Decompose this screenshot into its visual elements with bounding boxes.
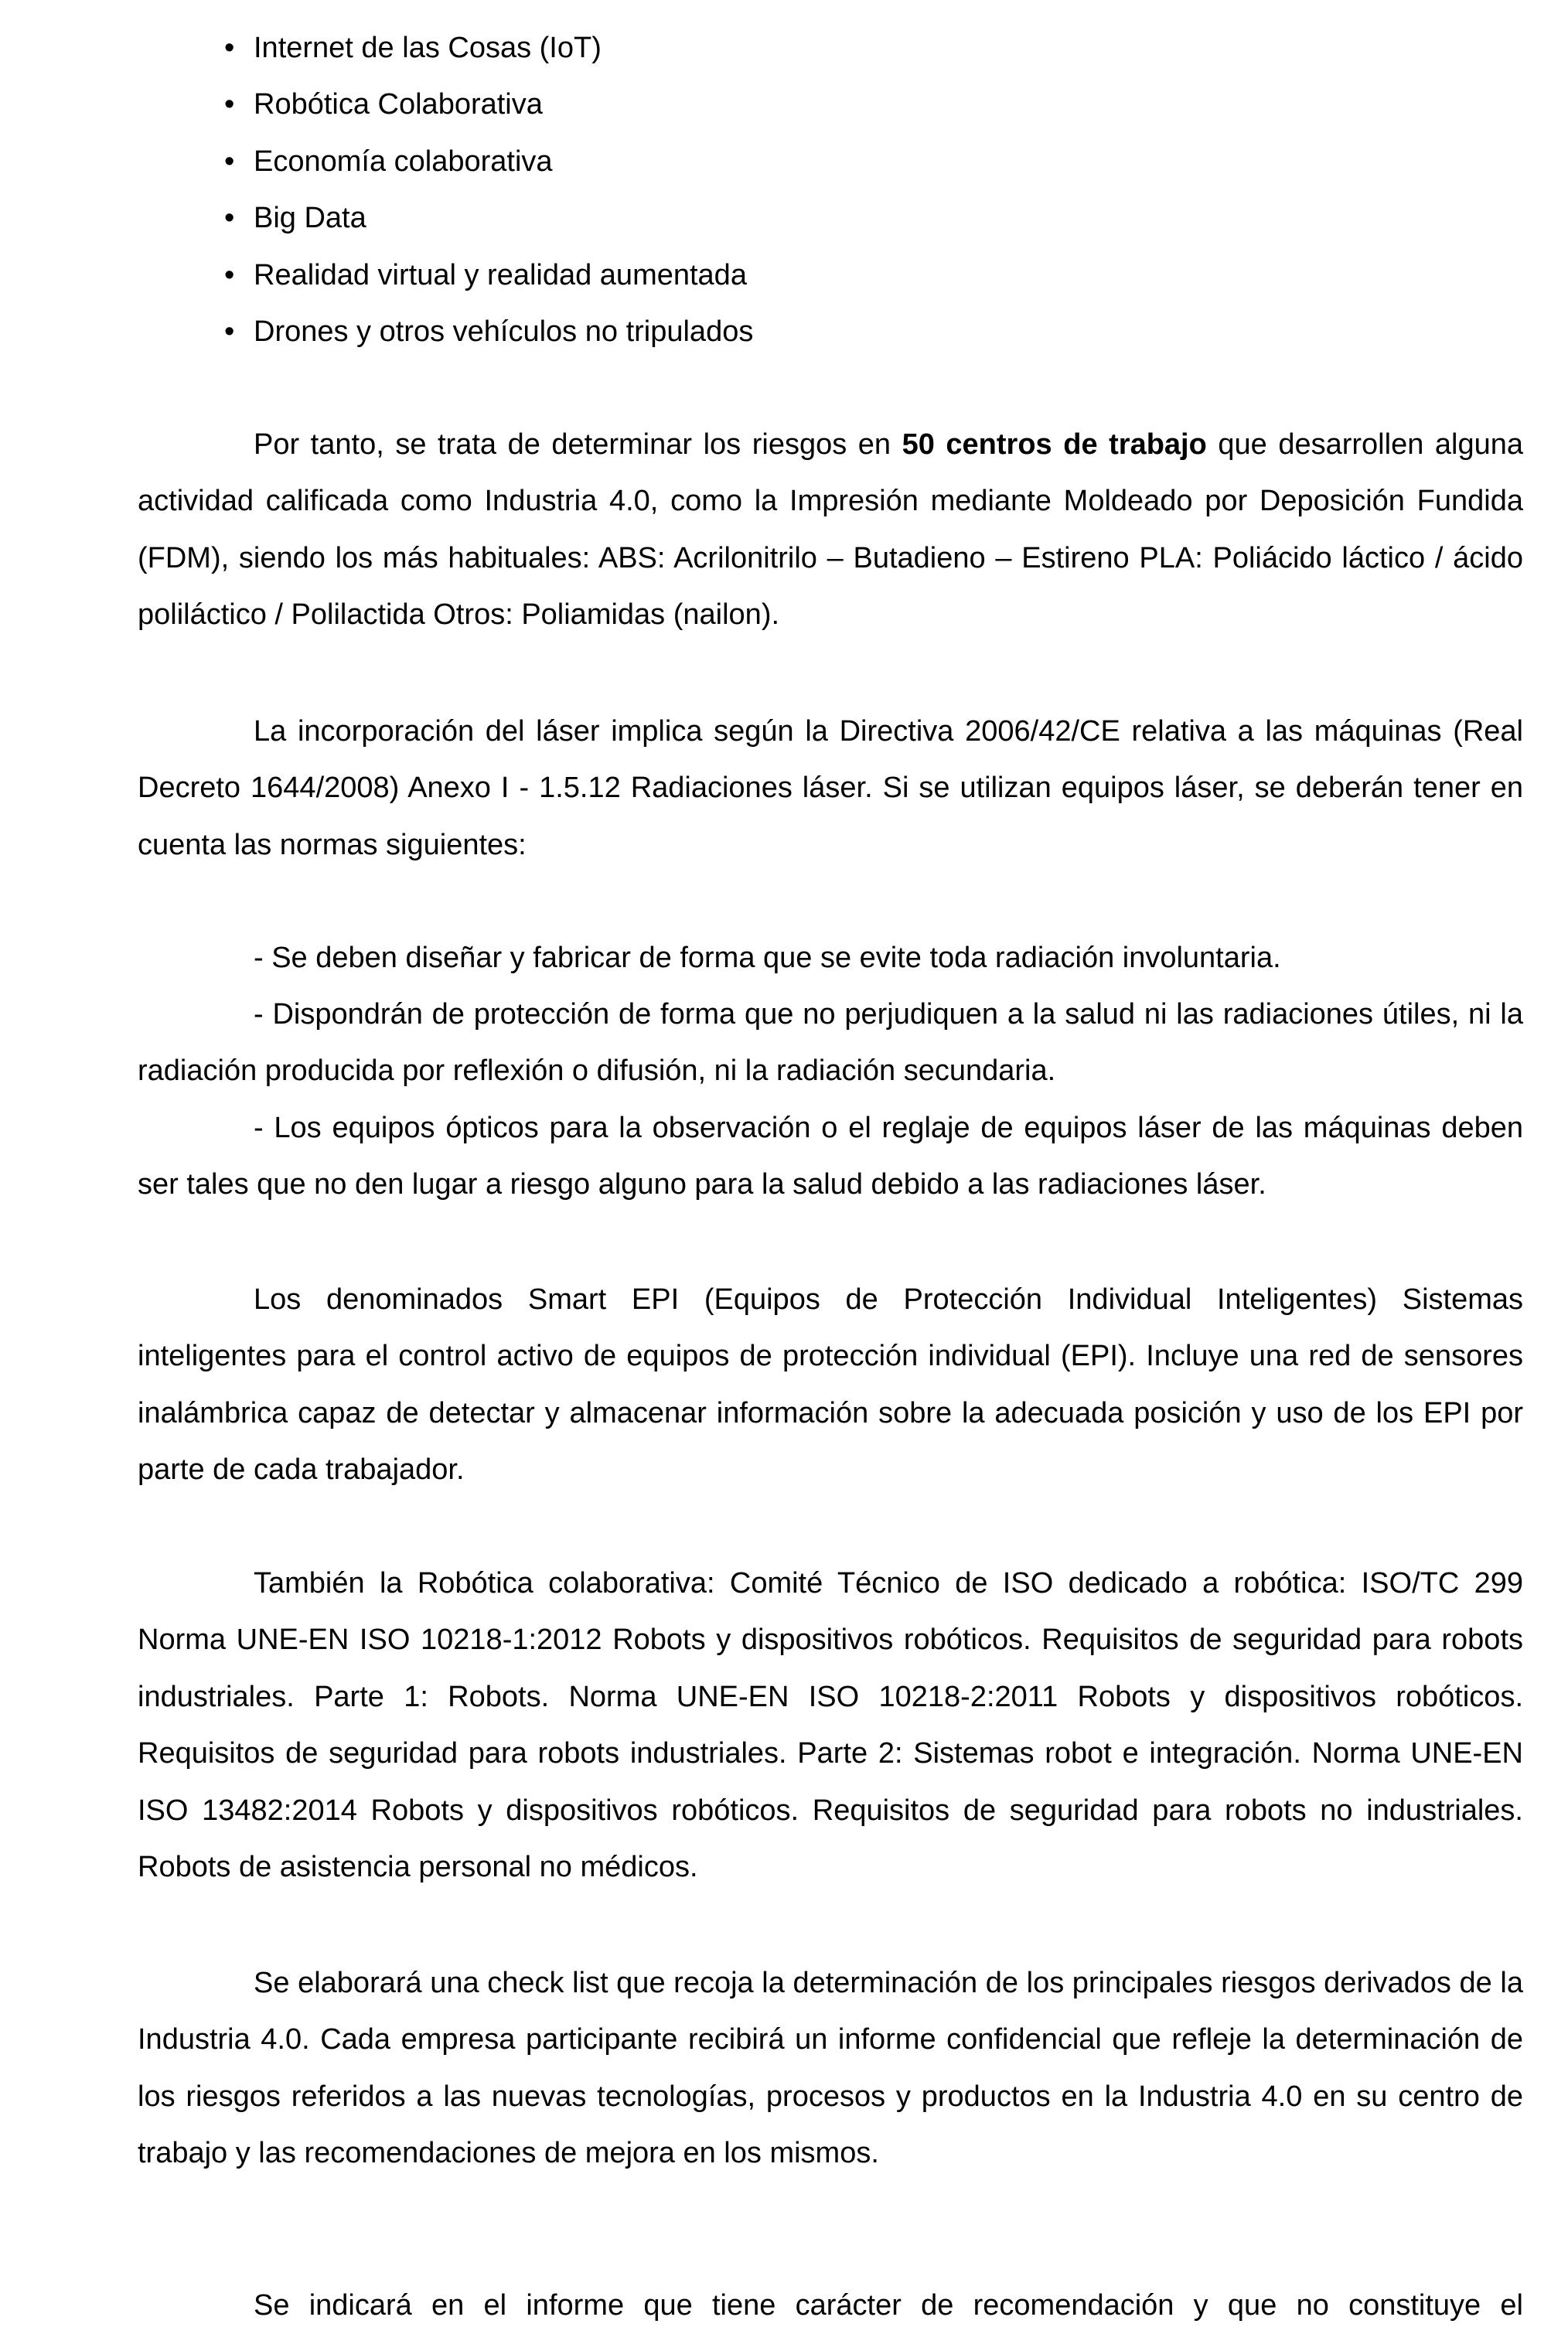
laser-rule-2: - Dispondrán de protección de forma que no perjudiquen a la salud ni las radiaciones útiles, ni la radiación producida por reflexión o difusión, ni la radiación secundaria. <box>138 998 1523 1088</box>
bullet-icon: • <box>224 315 235 348</box>
paragraph-report-recommendation: Se indicará en el informe que tiene carácter de recomendación y que no constituye el <box>254 2289 1523 2322</box>
bullet-icon: • <box>224 88 235 121</box>
bullet-icon: • <box>224 145 235 178</box>
list-item <box>224 77 753 133</box>
list-item-text: Economía colaborativa <box>254 145 553 178</box>
bold-emphasis: 50 centros de trabajo <box>902 428 1207 461</box>
bullet-icon: • <box>224 258 235 291</box>
list-item-text: Internet de las Cosas (IoT) <box>254 32 602 64</box>
paragraph-text: Por tanto, se trata de determinar los riesgos en <box>254 428 902 461</box>
list-item <box>224 247 753 304</box>
list-item <box>224 20 753 77</box>
list-item <box>224 304 753 360</box>
paragraph-check-list: Se elaborará una check list que recoja la determinación de los principales riesgos derivados de la Industria 4.0. Cada empresa participante recibirá un informe confidencial que refleje la determinación de los riesgos referidos a las nuevas tecnologías, procesos y productos en la Industria 4.0 en su centro de trabajo y las recomendaciones de mejora en los mismos. <box>138 1967 1523 2170</box>
list-item-text: Big Data <box>254 202 366 235</box>
list-item <box>224 134 753 190</box>
bullet-icon: • <box>224 202 235 235</box>
bullet-icon: • <box>224 32 235 64</box>
list-item-text: Drones y otros vehículos no tripulados <box>254 315 754 348</box>
list-item-text: Robótica Colaborativa <box>254 88 543 121</box>
list-item <box>224 190 753 247</box>
list-item-text: Realidad virtual y realidad aumentada <box>254 258 747 291</box>
laser-rule-1: - Se deben diseñar y fabricar de forma que se evite toda radiación involuntaria. <box>254 942 1281 974</box>
paragraph-collaborative-robotics: También la Robótica colaborativa: Comité Técnico de ISO dedicado a robótica: ISO/TC 299 Norma UNE-EN ISO 10218-1:2012 Robots y dispositivos robóticos. Requisitos de seguridad para robots industriales. Parte 1: Robots. Norma UNE-EN ISO 10218-2:2011 Robots y dispositivos robóticos. Requisitos de seguridad para robots industriales. Parte 2: Sistemas robot e integración. Norma UNE-EN ISO 13482:2014 Robots y dispositivos robóticos. Requisitos de seguridad para robots no industriales. Robots de asistencia personal no médicos. <box>138 1567 1523 1884</box>
laser-rule-3: - Los equipos ópticos para la observación o el reglaje de equipos láser de las máquinas deben ser tales que no den lugar a riesgo alguno para la salud debido a las radiaciones láser. <box>138 1112 1523 1201</box>
paragraph-laser-directive: La incorporación del láser implica según la Directiva 2006/42/CE relativa a las máquinas (Real Decreto 1644/2008) Anexo I - 1.5.12 Radiaciones láser. Si se utilizan equipos láser, se deberán tener en cuenta las normas siguientes: <box>138 715 1523 861</box>
paragraph-work-centers <box>138 417 1523 644</box>
technology-bullet-list <box>224 20 753 360</box>
paragraph-smart-epi: Los denominados Smart EPI (Equipos de Protección Individual Inteligentes) Sistemas inteligentes para el control activo de equipos de protección individual (EPI). Incluye una red de sensores inalámbrica capaz de detectar y almacenar información sobre la adecuada posición y uso de los EPI por parte de cada trabajador. <box>138 1283 1523 1487</box>
paragraph-text: que desarrollen alguna actividad calificada como Industria 4.0, como la Impresión mediante Moldeado por Deposición Fundida (FDM), siendo los más habituales: ABS: Acrilonitrilo – Butadieno – Estireno PLA: Poliácido láctico / ácido poliláctico / Polilactida Otros: Poliamidas (nailon). <box>138 428 1523 632</box>
